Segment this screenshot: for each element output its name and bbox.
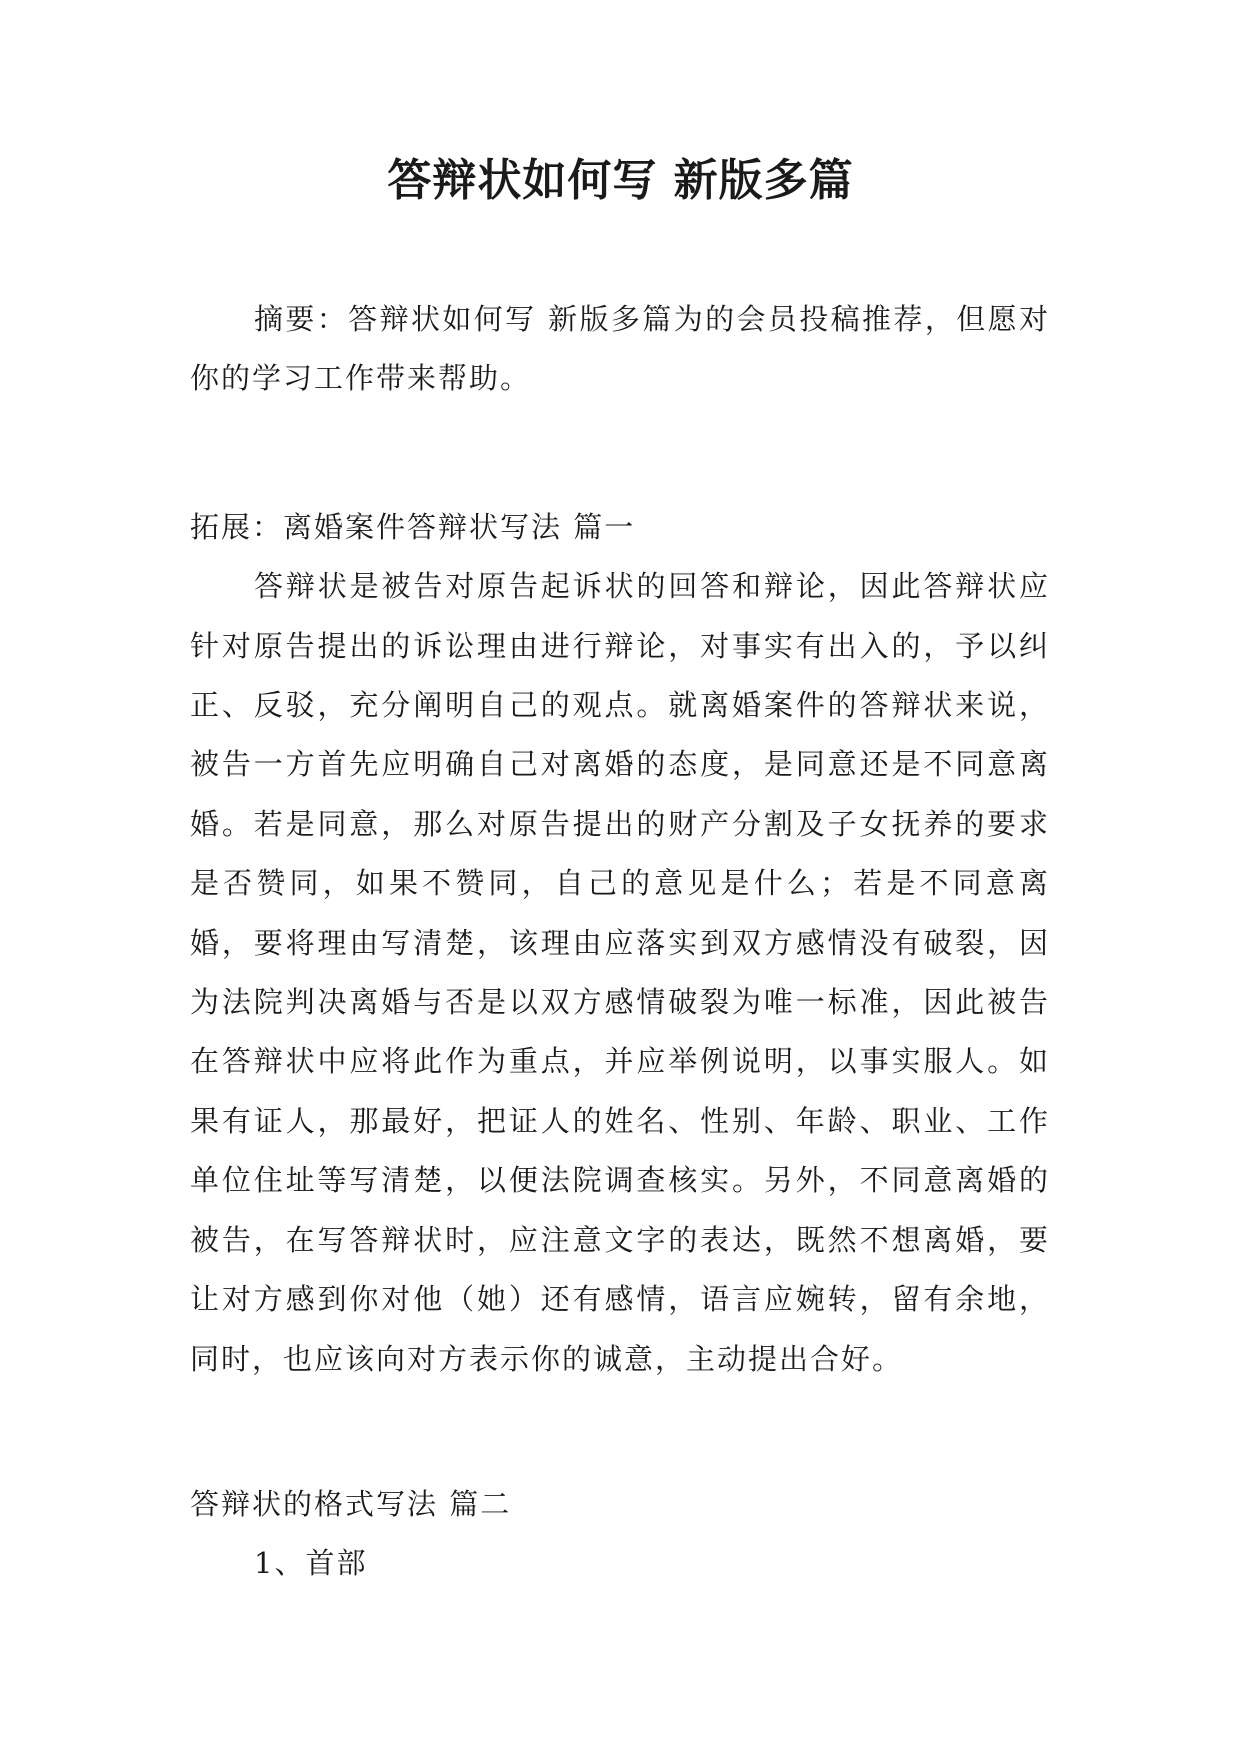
document-title: 答辩状如何写 新版多篇 (387, 155, 854, 206)
document-body (190, 290, 1050, 1594)
spacer (190, 409, 1050, 498)
section-heading-1: 拓展：离婚案件答辩状写法 篇一 (190, 509, 636, 544)
list-item: 1、首部 (254, 1546, 368, 1581)
spacer (190, 1389, 1050, 1475)
section-heading-2: 答辩状的格式写法 篇二 (190, 1486, 512, 1521)
section-body-1: 答辩状是被告对原告起诉状的回答和辩论，因此答辩状应针对原告提出的诉讼理由进行辩论，对事实有出入的，予以纠正、反驳，充分阐明自己的观点。就离婚案件的答辩状来说，被告一方首先应明确自己对离婚的态度，是同意还是不同意离婚。若是同意，那么对原告提出的财产分割及子女抚养的要求是否赞同，如果不赞同，自己的意见是什么；若是不同意离婚，要将理由写清楚，该理由应落实到双方感情没有破裂，因为法院判决离婚与否是以双方感情破裂为唯一标准，因此被告在答辩状中应将此作为重点，并应举例说明，以事实服人。如果有证人，那最好，把证人的姓名、性别、年龄、职业、工作单位住址等写清楚，以便法院调查核实。另外，不同意离婚的被告，在写答辩状时，应注意文字的表达，既然不想离婚，要让对方感到你对他（她）还有感情，语言应婉转，留有余地，同时，也应该向对方表示你的诚意，主动提出合好。 (190, 569, 1050, 1376)
abstract-paragraph: 摘要：答辩状如何写 新版多篇为的会员投稿推荐，但愿对你的学习工作带来帮助。 (190, 302, 1050, 396)
